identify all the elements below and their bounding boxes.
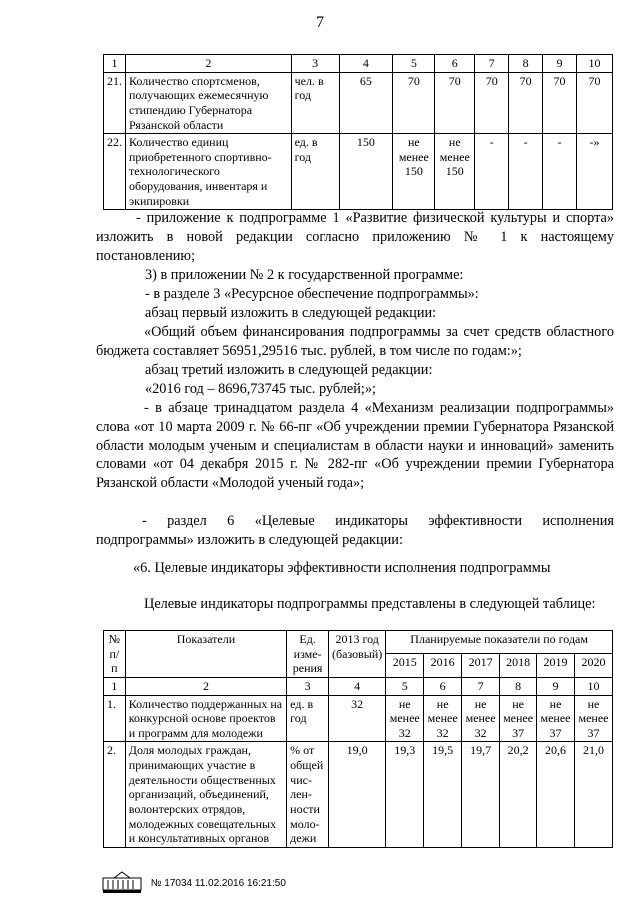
value-cell: 70 bbox=[543, 72, 577, 134]
table1-header-row bbox=[104, 55, 613, 73]
paragraph-table-intro: Целевые индикаторы подпрограммы представлены в следующей таблице: bbox=[144, 596, 596, 612]
value-cell: 19,5 bbox=[424, 742, 462, 847]
unit-cell: ед. в год bbox=[287, 695, 329, 742]
building-stamp-icon bbox=[102, 870, 142, 897]
value-cell: не менее 32 bbox=[462, 695, 500, 742]
value-cell: 150 bbox=[339, 134, 393, 210]
value-cell: 70 bbox=[509, 72, 543, 134]
paragraph-2016: «2016 год – 8696,73745 тыс. рублей;»; bbox=[145, 381, 377, 397]
column-number: 4 bbox=[329, 677, 386, 695]
base-value: 32 bbox=[329, 695, 386, 742]
table1-header-cell: 7 bbox=[475, 55, 509, 73]
value-cell: 70 bbox=[393, 72, 435, 134]
value-cell: 70 bbox=[435, 72, 475, 134]
column-number: 5 bbox=[386, 677, 424, 695]
indicator-name: Количество единиц приобретенного спортивно-технологического оборудования, инвентаря и экипировки bbox=[126, 134, 292, 210]
table1-header-cell: 4 bbox=[339, 55, 393, 73]
table2-numbers-row bbox=[104, 677, 613, 695]
indicator-name: Количество поддержанных на конкурсной основе проектов и программ для молодежи bbox=[125, 695, 286, 742]
paragraph-first-abzac: абзац первый изложить в следующей редакции: bbox=[145, 305, 437, 321]
column-number: 8 bbox=[500, 677, 537, 695]
value-cell: 20,6 bbox=[537, 742, 575, 847]
value-cell: 19,7 bbox=[462, 742, 500, 847]
paragraph-section-3: - в разделе 3 «Ресурсное обеспечение подпрограммы»: bbox=[145, 286, 479, 302]
year-cell: 2015 bbox=[386, 654, 424, 677]
indicator-name: Доля молодых граждан, принимающих участие в деятельности общественных организаций, объединений, волонтерских отрядов, молодежных совещательных и консультативных органов bbox=[125, 742, 286, 847]
table-row bbox=[104, 72, 613, 134]
unit-cell: чел. в год bbox=[291, 72, 339, 134]
paragraph-section-6: - раздел 6 «Целевые индикаторы эффективности исполнения подпрограммы» изложить в следующей редакции: bbox=[96, 513, 614, 548]
base-value: 19,0 bbox=[329, 742, 386, 847]
value-cell: - bbox=[475, 134, 509, 210]
value-cell: не менее 37 bbox=[500, 695, 537, 742]
paragraph-section-4: - в абзаце тринадцатом раздела 4 «Механизм реализации подпрограммы» слова «от 10 марта 2009 г. № 66-пг «Об учреждении премии Губернатора Рязанской области молодым ученым и специалистам в области науки и инноваций» заменить словами «от 04 декабря 2015 г. № 282-пг «Об учреждении премии Губернатора Рязанской области «Молодой ученый года»; bbox=[96, 400, 614, 492]
column-number: 7 bbox=[462, 677, 500, 695]
column-number: 9 bbox=[537, 677, 575, 695]
column-number: 2 bbox=[125, 677, 286, 695]
page-number: 7 bbox=[316, 14, 324, 31]
year-cell: 2019 bbox=[537, 654, 575, 677]
year-cell: 2018 bbox=[500, 654, 537, 677]
value-cell: - bbox=[543, 134, 577, 210]
indicators-table-continued bbox=[103, 54, 613, 210]
value-cell: 70 bbox=[475, 72, 509, 134]
value-cell: 65 bbox=[339, 72, 393, 134]
column-number: 3 bbox=[287, 677, 329, 695]
paragraph-financing: «Общий объем финансирования подпрограммы за счет средств областного бюджета составляет 56951,29516 тыс. рублей, в том числе по годам:»; bbox=[96, 324, 614, 359]
document-registration-number: № 17034 11.02.2016 16:21:50 bbox=[150, 878, 286, 889]
header-unit: Ед. изме-рения bbox=[287, 631, 329, 678]
value-cell: не менее 32 bbox=[386, 695, 424, 742]
value-cell: не менее 150 bbox=[393, 134, 435, 210]
header-number: № п/п bbox=[104, 631, 126, 678]
value-cell: 20,2 bbox=[500, 742, 537, 847]
indicator-name: Количество спортсменов, получающих ежемесячную стипендию Губернатора Рязанской области bbox=[126, 72, 292, 134]
value-cell: не менее 37 bbox=[537, 695, 575, 742]
value-cell: не менее 32 bbox=[424, 695, 462, 742]
table1-header-cell: 1 bbox=[104, 55, 126, 73]
table1-header-cell: 6 bbox=[435, 55, 475, 73]
target-indicators-table bbox=[103, 630, 613, 848]
row-number: 2. bbox=[104, 742, 126, 847]
paragraph-third-abzac: абзац третий изложить в следующей редакции: bbox=[145, 362, 433, 378]
table1-header-cell: 8 bbox=[509, 55, 543, 73]
value-cell: 21,0 bbox=[574, 742, 612, 847]
row-number: 21. bbox=[104, 72, 126, 134]
table-row bbox=[104, 134, 613, 210]
table1-header-cell: 10 bbox=[577, 55, 613, 73]
header-base-year: 2013 год (базовый) bbox=[329, 631, 386, 678]
section-heading: «6. Целевые индикаторы эффективности исполнения подпрограммы bbox=[133, 560, 551, 576]
column-number: 1 bbox=[104, 677, 126, 695]
unit-cell: ед. в год bbox=[291, 134, 339, 210]
year-cell: 2017 bbox=[462, 654, 500, 677]
row-number: 1. bbox=[104, 695, 126, 742]
row-number: 22. bbox=[104, 134, 126, 210]
table-row bbox=[104, 742, 613, 847]
table2-header-row bbox=[104, 631, 613, 654]
column-number: 10 bbox=[574, 677, 612, 695]
table1-header-cell: 9 bbox=[543, 55, 577, 73]
header-indicators: Показатели bbox=[125, 631, 286, 678]
value-cell: -» bbox=[577, 134, 613, 210]
table1-header-cell: 2 bbox=[126, 55, 292, 73]
unit-cell: % от общей чис-лен-ности моло-дежи bbox=[287, 742, 329, 847]
document-footer bbox=[102, 870, 286, 897]
table1-header-cell: 3 bbox=[291, 55, 339, 73]
column-number: 6 bbox=[424, 677, 462, 695]
value-cell: 70 bbox=[577, 72, 613, 134]
paragraph-item-3: 3) в приложении № 2 к государственной программе: bbox=[145, 267, 464, 283]
table-row bbox=[104, 695, 613, 742]
value-cell: не менее 150 bbox=[435, 134, 475, 210]
table1-header-cell: 5 bbox=[393, 55, 435, 73]
value-cell: 19,3 bbox=[386, 742, 424, 847]
year-cell: 2016 bbox=[424, 654, 462, 677]
year-cell: 2020 bbox=[574, 654, 612, 677]
paragraph-appendix-1: - приложение к подпрограмме 1 «Развитие физической культуры и спорта» изложить в новой редакции согласно приложению № 1 к настоящему постановлению; bbox=[96, 210, 614, 264]
value-cell: - bbox=[509, 134, 543, 210]
header-planned: Планируемые показатели по годам bbox=[386, 631, 613, 654]
value-cell: не менее 37 bbox=[574, 695, 612, 742]
